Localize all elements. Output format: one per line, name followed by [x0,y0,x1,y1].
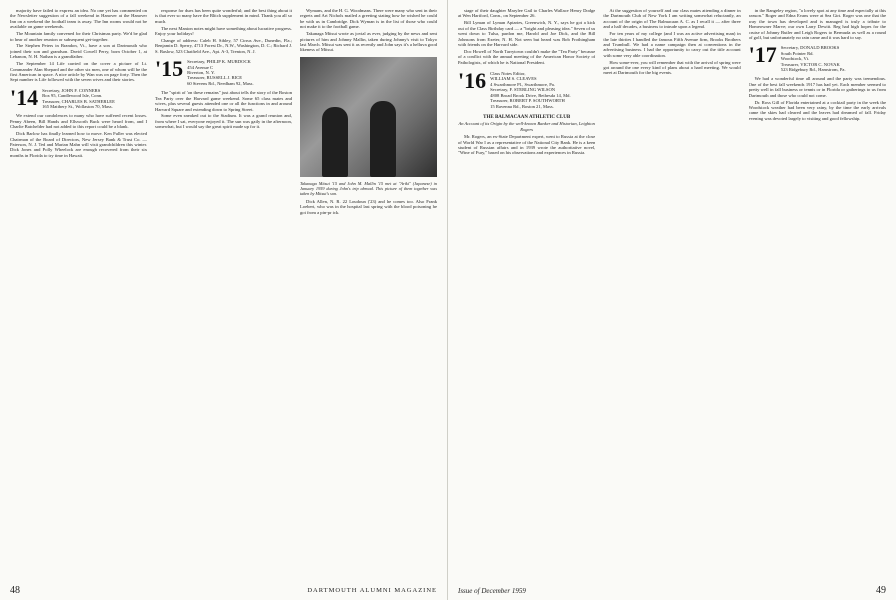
paragraph: Change of address: Caleb H. Sibley, 57 Cirrus Ave., Dunedin, Fla.; Benjamin D. Sperry, 4713 Forest Dr., N.W., Washington, D. C.; Richard J. S. Baslow, 523 Chatfield Ave., Apt. A-3, Trenton, N. J. [155,38,292,54]
officer-line: Treasurer, RUSSELL J. RICE [187,75,243,81]
officer-line: Secretary, F. STERLING WILSON [490,87,556,93]
paragraph: response for dues has been quite wonderful; and the best thing about it is that ever so many have the Blitch supplement in mind. Thank you all so much. [155,8,292,24]
class-officers [781,45,846,72]
left-page-footer [10,585,437,596]
paragraph: The September 14 Life carried on the cover a picture of Lt. Commander Alan Shepard and the other six men, one of whom will be the first American in space. A nice article by Wan was on page forty. Then the Sept number is Life followed with the seven wives and their stories. [10,61,147,83]
paragraph: Dick Barlow has finally learned how to move. Ken Fuller was elected Chairman of the Board of Directors, New Jersey Bank & Trust Co. — Paterson, N. J. Ted and Marian Mahn will visit grandchildren this winter. Dick Jones and Polly Wheelock are enough recovered from their six months in Florida to try time in Hawaii. [10,131,147,158]
article-heading: THE BALMACAAN ATHLETIC CLUB [483,114,571,120]
page-number: 48 [10,585,20,596]
class-year-17: '17 [748,42,777,68]
right-column-2 [603,8,740,576]
officer-line: Treasurer, CHARLES B. SATHERLEE [42,98,115,104]
paragraph: stage of their daughter Marylee Gail to Charles Wallace Henry Dodge at Wen Hartford, Conn., on September 26. [458,8,596,19]
paragraph: Wymans, and the H. G. Woodmans. There were many who sent in their regrets and Art Nichols mailed a greeting stating how he wished he could be with us in Cambridge. Dick Wyman is in the list of those who could not make it to the football game. [300,8,437,30]
officer-line: Secretary, PHILIP K. MURDOCK [187,59,251,65]
officer-line: 523 Ridgebury Rd., Hamstrom, Pa. [780,67,846,73]
left-column-3 [300,8,437,576]
officer-line: 60 Stevens Rd., Needham 92, Mass. [187,80,254,86]
right-page [448,0,896,600]
paragraph: in the Rangeley region, "a lovely spot at any time and especially at this season." Roger and Edna Evans were at Sea Girt. Roger was one that the way the town has developed and is managed is truly a tribute to Homeowner Marve; our own Larry Dewitt. Reg had high hopes for the cruise of Johnny Butler and Leigh Rogers to Bermuda as well as a round of golf, but unfortunately no rain came and it was hard to say. [748,8,886,41]
officer-line: Box 95, Candlewood Isle, Conn. [42,93,103,99]
left-column-1 [10,8,147,576]
class-year-14: '14 [10,84,39,110]
paragraph: At the suggestion of yourself and our class mates attending a dinner in the Dartmouth Club of New York I am writing somewhat reluctantly, an account of the origin of The Balmacaan A. C. as I recall it — after three and a half decades, a business to intrude upon a legend. [603,8,741,30]
class-officers [490,71,571,109]
photo-figure [322,107,348,177]
officer-line: 454 Avenue C [187,64,214,70]
class-1916-header [458,68,595,109]
issue-date: Issue of December 1959 [458,586,526,595]
paragraph: We extend our condolences to many who have suffered recent losses. Penny Abeen, Bill Hands and Ellsworth Buck were heard from, and I Charlie Batchelder had not added to this report could be a blank. [10,113,147,130]
paragraph: We had a wonderful time all around and the party was tremendous. One of the best fall weekends 1917 has had yet. Each member seemed to pretty well in fall business or tennis or in Florida or gatherings to us from Dartmouth and those who could not come. [748,76,886,98]
officer-line: Secretary, DONALD BROOKS [780,45,840,51]
page-number: 49 [876,585,886,596]
class-1915-header [155,56,292,86]
class-officers [187,59,253,86]
officer-line: WILLIAM S. CLEAVES [490,76,537,82]
paragraph: Bill Lyman of Lyman Apiaries, Greenwich, N. Y., says he got a kick out of the Class Birthday card — a "bright and pleasing idea." Seven of us went down to Tulsa, pardon me, Harold and Joe Dick, and the Bill Johnsons from Exeter, N. H. Not seen but heard was Bob Frothingham with friends on the Harvard side. [458,20,596,47]
paragraph: How some-ever, you will remember that with the arrival of spring were got around the one every kind of plans about a hard meeting. We would meet at Dartmouth for the big events. [603,59,741,76]
paragraph: Some even sneaked out to the Stadium. It was a grand reunion and, from where I sat, everyone enjoyed it. The sun was gaily in the afternoon, somewhat, but I would say the great spirit made up for it. [155,113,292,130]
officer-line: 165 Mattbery St., Wollaston 70, Mass. [42,104,113,109]
magazine-name: DARTMOUTH ALUMNI MAGAZINE [307,587,437,594]
paragraph: For ten years of my college (and I was an active advertising man) in the late thirties I handled the famous Fifth Avenue firm, Brooks Brothers and Trumbull. We had a name campaign then at conventions in the advertising business. I had the opportunity to carry out the title account with some very able coordination. [603,31,741,58]
class-1914-header [10,84,147,110]
paragraph: majority have failed to express an idea. No one yet has commented on the Newsletter suggestion of a fall weekend in Hanover at the Hanover Inn on a weekend the football team is away. The Inn rooms would not be available on game weekends. [10,8,147,30]
class-officers [42,88,115,110]
officer-line: Secretary, JOHN F. CONNERS [42,87,101,93]
right-column-3 [749,8,886,576]
paragraph: The "spirit of 'on these remains" just about tells the story of the Boston Tea Party over the Harvard game weekend. Some 65 class mates and wives, plus several guests attended one or all the functions in and around Harvard Square and extending down to Spring Street. [155,90,292,112]
photo-figure [370,101,396,177]
paragraph: Mr. Rogers, an ex-State Department expert, went to Russia at the close of World War I as a representative of the National City Bank. He is a keen student of Russian affairs and in 1939 wrote the authoritative novel, "Wine of Fury," based on his observations and experiences in Russia. [458,134,596,156]
right-column-1 [458,8,595,576]
officer-line: Riverton, N. Y. [187,70,215,76]
article-subheading: An Account of its Origin by the well-known Banker and Historian, Leighton Rogers [458,121,595,132]
paragraph: The Mountain family convened for their Christmas party. We'd be glad to hear of another reunion or subsequent get-together. [10,31,147,42]
right-page-footer [458,585,886,596]
left-column-2 [155,8,292,576]
officer-line: 15 Ravenna Rd., Boston 21, Mass. [490,103,554,109]
paragraph: The next Manion notes might have something about lucrative progress. Enjoy your holidays! [155,25,292,37]
officer-line: Class Notes Editor, [490,71,526,77]
class-year-16: '16 [458,68,487,94]
paragraph: Dick Allen, N. R. 22 Loudoun ('23) and he comes too. Also Frank Loebert, who was in the hospital last spring with the blood poisoning he got from a pin-pr ick. [300,198,437,215]
paragraph: Doc Howell of North Tarrytown couldn't make the "Tea Party" because of a conflict with the annual meeting of the American Honor Society of Pathologists, of which he is National President. [458,48,596,65]
left-page-columns [10,8,437,576]
officer-line: Woodstock, Vt. [780,56,810,62]
right-page-columns [458,8,886,576]
class-1917-header [748,42,886,73]
officer-line: Treasurer, VICTOR C. NOVAK [780,61,840,67]
photo-mitsui-mallin [300,57,437,177]
officer-line: 4 Swarthmore Pl., Swarthmore, Pa. [490,81,555,87]
officer-line: Treasurer, ROBERT P. SOUTHWORTH [490,98,565,104]
officer-line: 4808 Broad Brook Drive, Bethesda 14, Md. [490,92,571,98]
officer-line: South Pointer Rd. [780,50,814,56]
paragraph: Takanaga Mitsui wrote as jovial as ever, judging by the news and sent pictures of him and Johnny Mallin, taken during Johnny's visit to Tokyo last March. Mitsui was sent it as recently and John says it's a helluva good likeness of Mitsui. [300,31,437,53]
class-year-15: '15 [155,56,184,82]
paragraph: Dr. Ross Gill of Florida entertained at a cocktail party in the week the Woodstock weather had been very rainy, by the time the early arrivals came the skies had cleared and the leaves had dreamed of fall. Friday evening was devoted largely to visiting and good fellowship. [748,99,886,121]
photo-caption: Takanaga Mitsui '15 and John M. Mallin '15 met at "Ariki" (Japanese) in January 1959 during John's trip abroad. This picture of them together was taken by Mitsui's son. [300,180,437,196]
paragraph: The Stephen Peters in Brandon, Vt., have a son at Dartmouth who joined their son and grandson. David Cowell Perry, born October 1, at Lebanon, N. H. Nathan is a grandfather. [10,43,147,60]
